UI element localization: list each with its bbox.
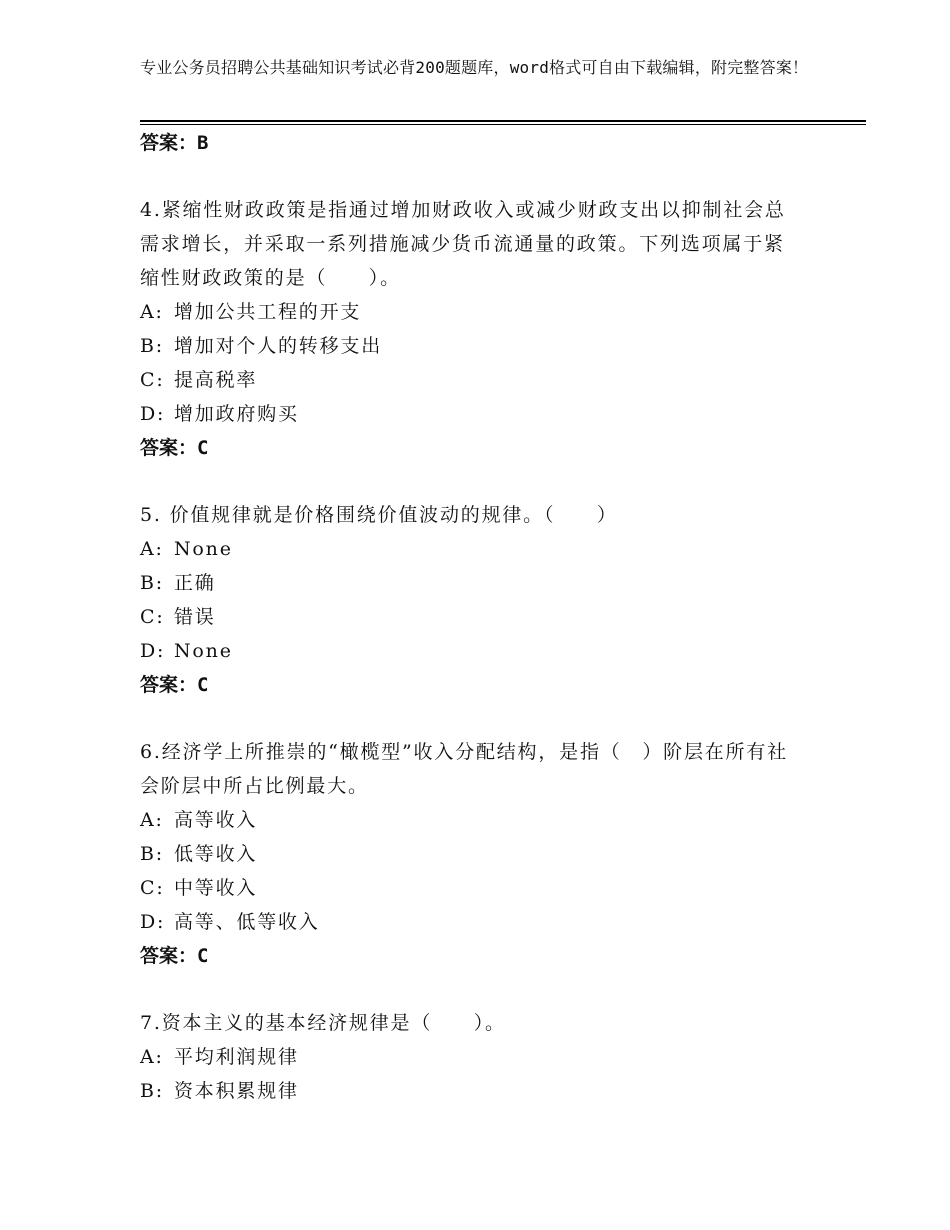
answer-option bbox=[140, 905, 800, 939]
question-gap bbox=[140, 973, 800, 1006]
question-block bbox=[140, 735, 800, 973]
answer-option bbox=[140, 871, 800, 905]
document-header: 专业公务员招聘公共基础知识考试必背200题题库，word格式可自由下载编辑，附完整答案！ bbox=[140, 58, 809, 77]
option-letter: D: bbox=[140, 403, 166, 425]
option-letter: B: bbox=[140, 572, 164, 594]
option-letter: D: bbox=[140, 640, 166, 662]
answer-option bbox=[140, 1040, 800, 1074]
option-text: 中等收入 bbox=[174, 877, 258, 899]
answer-option bbox=[140, 566, 800, 600]
option-text: 高等、低等收入 bbox=[174, 911, 320, 933]
answer-option bbox=[140, 363, 800, 397]
question-stem: 6.经济学上所推崇的“橄榄型”收入分配结构，是指（ ）阶层在所有社会阶层中所占比例最大。 bbox=[140, 741, 788, 797]
option-text: 平均利润规律 bbox=[174, 1046, 299, 1068]
answer-line: 答案：B bbox=[140, 132, 209, 154]
question-gap bbox=[140, 465, 800, 498]
answer-option bbox=[140, 295, 800, 329]
option-text: None bbox=[174, 538, 233, 560]
option-text: 低等收入 bbox=[174, 843, 258, 865]
question-block bbox=[140, 1006, 800, 1108]
answer-line: 答案：C bbox=[140, 674, 209, 696]
option-text: 正确 bbox=[174, 572, 216, 594]
option-letter: D: bbox=[140, 911, 166, 933]
question-list bbox=[140, 126, 800, 1108]
option-letter: A: bbox=[140, 538, 164, 560]
questions-container bbox=[140, 160, 800, 1108]
option-letter: A: bbox=[140, 809, 164, 831]
question-stem: 5. 价值规律就是价格围绕价值波动的规律。（ ） bbox=[140, 504, 618, 526]
option-letter: C: bbox=[140, 606, 165, 628]
question-gap bbox=[140, 160, 800, 193]
answer-line: 答案：C bbox=[140, 437, 209, 459]
question-block bbox=[140, 498, 800, 702]
option-letter: A: bbox=[140, 1046, 164, 1068]
option-text: 提高税率 bbox=[174, 369, 258, 391]
option-text: 高等收入 bbox=[174, 809, 258, 831]
question-block bbox=[140, 193, 800, 465]
question-stem: 4.紧缩性财政政策是指通过增加财政收入或减少财政支出以抑制社会总需求增长，并采取一系列措施减少货币流通量的政策。下列选项属于紧缩性财政政策的是（ ）。 bbox=[140, 199, 786, 289]
option-text: None bbox=[174, 640, 233, 662]
option-text: 增加政府购买 bbox=[174, 403, 299, 425]
answer-option bbox=[140, 1074, 800, 1108]
answer-option bbox=[140, 329, 800, 363]
option-letter: C: bbox=[140, 877, 165, 899]
option-letter: B: bbox=[140, 1080, 164, 1102]
answer-option bbox=[140, 532, 800, 566]
option-letter: B: bbox=[140, 843, 164, 865]
option-letter: A: bbox=[140, 301, 164, 323]
answer-option bbox=[140, 600, 800, 634]
option-letter: B: bbox=[140, 335, 164, 357]
answer-option bbox=[140, 634, 800, 668]
answer-option bbox=[140, 397, 800, 431]
question-stem: 7.资本主义的基本经济规律是（ ）。 bbox=[140, 1012, 506, 1034]
answer-option bbox=[140, 837, 800, 871]
option-letter: C: bbox=[140, 369, 165, 391]
option-text: 资本积累规律 bbox=[174, 1080, 299, 1102]
answer-option bbox=[140, 803, 800, 837]
question-gap bbox=[140, 702, 800, 735]
header-divider bbox=[140, 120, 866, 125]
option-text: 错误 bbox=[174, 606, 216, 628]
option-text: 增加对个人的转移支出 bbox=[174, 335, 383, 357]
answer-line: 答案：C bbox=[140, 945, 209, 967]
option-text: 增加公共工程的开支 bbox=[174, 301, 362, 323]
